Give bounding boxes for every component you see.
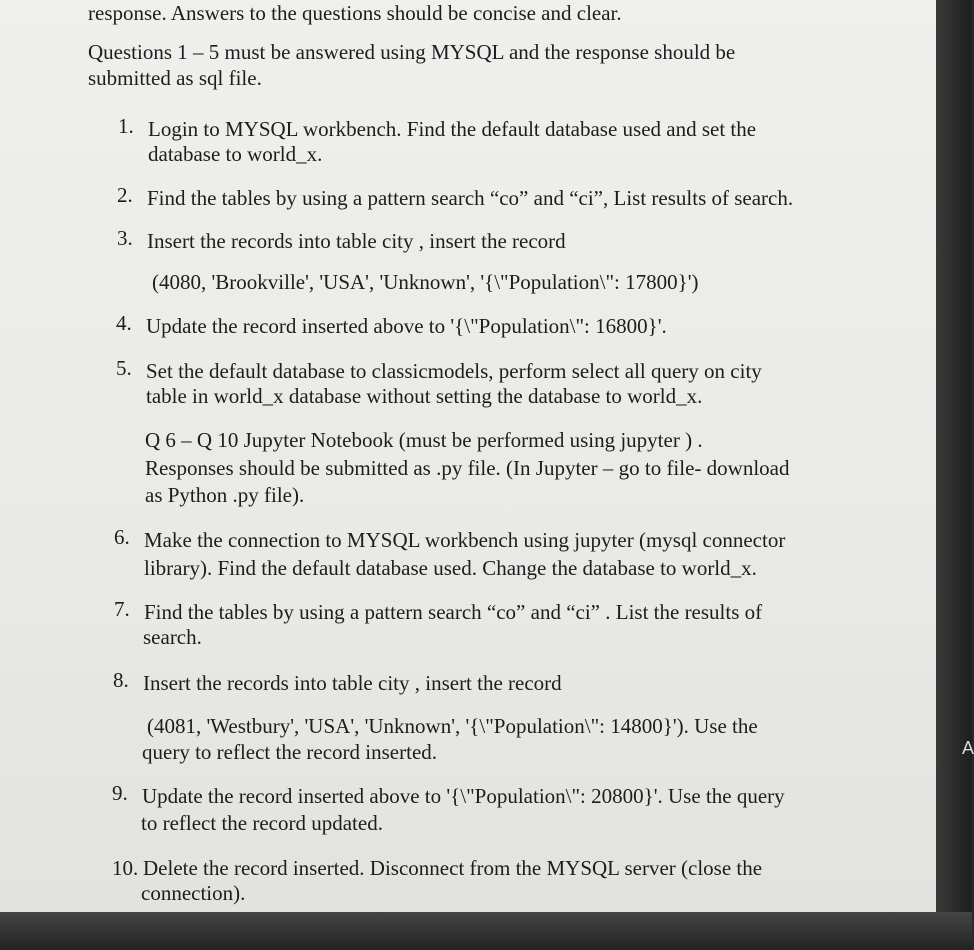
q4-number: 4. <box>116 311 132 335</box>
q8-number: 8. <box>113 668 129 692</box>
q4-line1: Update the record inserted above to '{\"Population\": 16800}'. <box>146 314 667 338</box>
section2-line1: Q 6 – Q 10 Jupyter Notebook (must be performed using jupyter ) . <box>145 428 703 452</box>
intro-line: response. Answers to the questions should be concise and clear. <box>88 1 622 25</box>
q9-number: 9. <box>112 781 128 805</box>
q8-line1: Insert the records into table city , insert the record <box>143 671 562 695</box>
q10-line1: Delete the record inserted. Disconnect from the MYSQL server (close the <box>143 856 763 880</box>
q1-number: 1. <box>118 114 134 138</box>
q7-line2: search. <box>143 625 202 649</box>
q9-line1: Update the record inserted above to '{\"Population\": 20800}'. Use the query <box>142 784 785 808</box>
section2-line3: as Python .py file). <box>145 483 305 507</box>
q7-number: 7. <box>114 597 130 621</box>
q5-line2: table in world_x database without setting the database to world_x. <box>146 384 703 408</box>
q3-number: 3. <box>117 226 133 250</box>
q7-line1: Find the tables by using a pattern search “co” and “ci” . List the results of <box>144 600 763 624</box>
q2-line1: Find the tables by using a pattern search “co” and “ci”, List results of search. <box>147 186 794 210</box>
q5-number: 5. <box>116 356 132 380</box>
q10-number: 10. <box>112 856 139 880</box>
q1-line1: Login to MYSQL workbench. Find the default database used and set the <box>148 117 757 141</box>
screen-right-edge <box>936 0 972 950</box>
q3-record: (4080, 'Brookville', 'USA', 'Unknown', '{\"Population\": 17800}') <box>152 270 699 294</box>
q6-line1: Make the connection to MYSQL workbench using jupyter (mysql connector <box>144 528 786 552</box>
q6-number: 6. <box>114 525 130 549</box>
edge-letter: A <box>962 738 974 758</box>
section2-line2: Responses should be submitted as .py file. (In Jupyter – go to file- download <box>145 456 790 480</box>
q3-line1: Insert the records into table city , insert the record <box>147 229 566 253</box>
q8-line3: query to reflect the record inserted. <box>142 740 438 764</box>
q5-line1: Set the default database to classicmodels, perform select all query on city <box>146 359 762 383</box>
q6-line2: library). Find the default database used. Change the database to world_x. <box>144 556 757 580</box>
q9-line2: to reflect the record updated. <box>141 811 383 835</box>
q1-line2: database to world_x. <box>148 142 323 166</box>
q8-record: (4081, 'Westbury', 'USA', 'Unknown', '{\"Population\": 14800}'). Use the <box>147 714 758 738</box>
q2-number: 2. <box>117 183 133 207</box>
screen-bottom-bezel <box>0 912 972 950</box>
section1-heading-line1: Questions 1 – 5 must be answered using MYSQL and the response should be <box>88 40 736 64</box>
section1-heading-line2: submitted as sql file. <box>88 66 262 90</box>
q10-line2: connection). <box>141 881 246 905</box>
